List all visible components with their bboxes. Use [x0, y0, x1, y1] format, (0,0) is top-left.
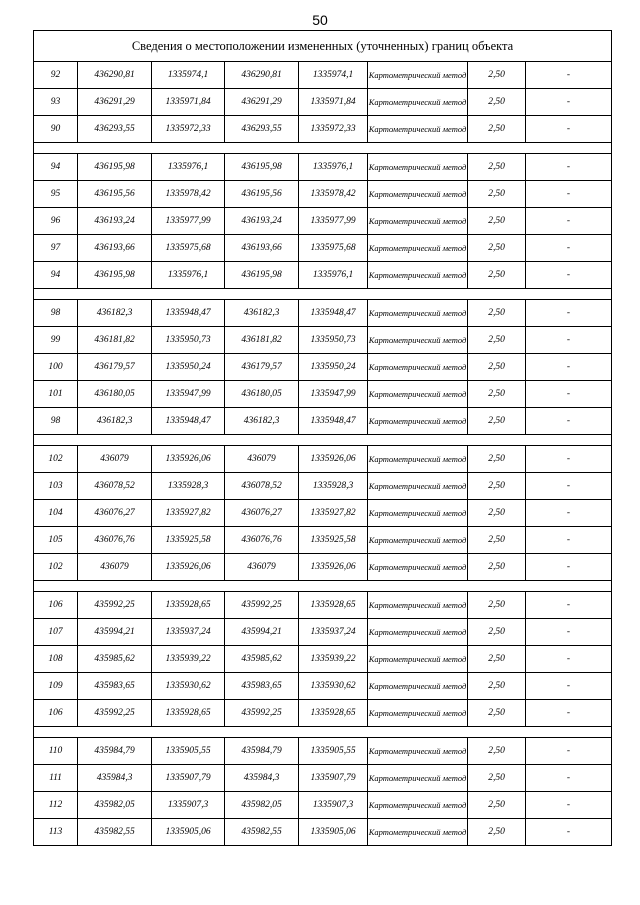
note: - [526, 262, 612, 289]
point-number: 101 [34, 381, 78, 408]
note: - [526, 765, 612, 792]
x-coordinate-refined: 435983,65 [225, 673, 299, 700]
determination-method: Картометрический метод [368, 792, 468, 819]
note: - [526, 116, 612, 143]
table-row [34, 673, 612, 700]
point-number: 113 [34, 819, 78, 846]
x-coordinate-refined: 435984,3 [225, 765, 299, 792]
determination-method: Картометрический метод [368, 235, 468, 262]
determination-method: Картометрический метод [368, 381, 468, 408]
x-coordinate-existing: 436076,76 [78, 527, 152, 554]
y-coordinate-existing: 1335928,3 [152, 473, 225, 500]
x-coordinate-refined: 436293,55 [225, 116, 299, 143]
y-coordinate-existing: 1335928,65 [152, 592, 225, 619]
table-row [34, 819, 612, 846]
x-coordinate-existing: 436180,05 [78, 381, 152, 408]
note: - [526, 592, 612, 619]
x-coordinate-existing: 436195,98 [78, 262, 152, 289]
y-coordinate-existing: 1335978,42 [152, 181, 225, 208]
accuracy: 2,50 [468, 673, 526, 700]
y-coordinate-refined: 1335930,62 [299, 673, 368, 700]
determination-method: Картометрический метод [368, 646, 468, 673]
x-coordinate-refined: 436079 [225, 554, 299, 581]
y-coordinate-existing: 1335977,99 [152, 208, 225, 235]
x-coordinate-existing: 436182,3 [78, 300, 152, 327]
y-coordinate-existing: 1335948,47 [152, 300, 225, 327]
table-row [34, 354, 612, 381]
y-coordinate-refined: 1335928,65 [299, 592, 368, 619]
point-number: 99 [34, 327, 78, 354]
y-coordinate-existing: 1335950,24 [152, 354, 225, 381]
note: - [526, 554, 612, 581]
note: - [526, 500, 612, 527]
point-number: 108 [34, 646, 78, 673]
x-coordinate-refined: 435982,05 [225, 792, 299, 819]
x-coordinate-refined: 436078,52 [225, 473, 299, 500]
y-coordinate-refined: 1335976,1 [299, 154, 368, 181]
x-coordinate-existing: 436182,3 [78, 408, 152, 435]
group-separator [34, 435, 612, 446]
point-number: 104 [34, 500, 78, 527]
point-number: 109 [34, 673, 78, 700]
y-coordinate-existing: 1335930,62 [152, 673, 225, 700]
y-coordinate-existing: 1335907,3 [152, 792, 225, 819]
group-separator [34, 727, 612, 738]
x-coordinate-refined: 436076,27 [225, 500, 299, 527]
point-number: 98 [34, 300, 78, 327]
determination-method: Картометрический метод [368, 408, 468, 435]
determination-method: Картометрический метод [368, 446, 468, 473]
note: - [526, 208, 612, 235]
note: - [526, 381, 612, 408]
determination-method: Картометрический метод [368, 500, 468, 527]
y-coordinate-existing: 1335939,22 [152, 646, 225, 673]
separator-cell [34, 289, 612, 300]
determination-method: Картометрический метод [368, 354, 468, 381]
x-coordinate-refined: 436076,76 [225, 527, 299, 554]
x-coordinate-refined: 435982,55 [225, 819, 299, 846]
y-coordinate-existing: 1335925,58 [152, 527, 225, 554]
table-row [34, 381, 612, 408]
determination-method: Картометрический метод [368, 116, 468, 143]
determination-method: Картометрический метод [368, 554, 468, 581]
accuracy: 2,50 [468, 208, 526, 235]
point-number: 92 [34, 62, 78, 89]
determination-method: Картометрический метод [368, 154, 468, 181]
point-number: 96 [34, 208, 78, 235]
accuracy: 2,50 [468, 62, 526, 89]
table-row [34, 300, 612, 327]
y-coordinate-refined: 1335927,82 [299, 500, 368, 527]
separator-cell [34, 143, 612, 154]
note: - [526, 527, 612, 554]
accuracy: 2,50 [468, 89, 526, 116]
x-coordinate-refined: 436181,82 [225, 327, 299, 354]
determination-method: Картометрический метод [368, 62, 468, 89]
y-coordinate-existing: 1335948,47 [152, 408, 225, 435]
accuracy: 2,50 [468, 446, 526, 473]
y-coordinate-refined: 1335950,24 [299, 354, 368, 381]
table-title-row [34, 31, 612, 62]
point-number: 105 [34, 527, 78, 554]
x-coordinate-refined: 436291,29 [225, 89, 299, 116]
x-coordinate-refined: 436195,98 [225, 262, 299, 289]
x-coordinate-refined: 436182,3 [225, 408, 299, 435]
point-number: 106 [34, 592, 78, 619]
y-coordinate-existing: 1335928,65 [152, 700, 225, 727]
point-number: 95 [34, 181, 78, 208]
y-coordinate-existing: 1335976,1 [152, 262, 225, 289]
note: - [526, 408, 612, 435]
y-coordinate-existing: 1335905,55 [152, 738, 225, 765]
determination-method: Картометрический метод [368, 819, 468, 846]
x-coordinate-refined: 435985,62 [225, 646, 299, 673]
x-coordinate-existing: 435992,25 [78, 700, 152, 727]
x-coordinate-existing: 435982,55 [78, 819, 152, 846]
y-coordinate-refined: 1335939,22 [299, 646, 368, 673]
table-row [34, 408, 612, 435]
y-coordinate-existing: 1335907,79 [152, 765, 225, 792]
table-row [34, 700, 612, 727]
separator-cell [34, 727, 612, 738]
note: - [526, 154, 612, 181]
determination-method: Картометрический метод [368, 592, 468, 619]
determination-method: Картометрический метод [368, 527, 468, 554]
table-row [34, 554, 612, 581]
determination-method: Картометрический метод [368, 181, 468, 208]
x-coordinate-refined: 435984,79 [225, 738, 299, 765]
y-coordinate-refined: 1335978,42 [299, 181, 368, 208]
determination-method: Картометрический метод [368, 700, 468, 727]
y-coordinate-refined: 1335937,24 [299, 619, 368, 646]
table-row [34, 792, 612, 819]
accuracy: 2,50 [468, 554, 526, 581]
accuracy: 2,50 [468, 646, 526, 673]
y-coordinate-refined: 1335905,55 [299, 738, 368, 765]
determination-method: Картометрический метод [368, 327, 468, 354]
point-number: 107 [34, 619, 78, 646]
table-row [34, 738, 612, 765]
page-number: 50 [312, 12, 328, 28]
note: - [526, 619, 612, 646]
accuracy: 2,50 [468, 592, 526, 619]
y-coordinate-refined: 1335976,1 [299, 262, 368, 289]
x-coordinate-existing: 435994,21 [78, 619, 152, 646]
table-row [34, 235, 612, 262]
accuracy: 2,50 [468, 473, 526, 500]
point-number: 106 [34, 700, 78, 727]
x-coordinate-existing: 436079 [78, 554, 152, 581]
x-coordinate-existing: 436193,24 [78, 208, 152, 235]
note: - [526, 354, 612, 381]
x-coordinate-existing: 435985,62 [78, 646, 152, 673]
y-coordinate-existing: 1335971,84 [152, 89, 225, 116]
y-coordinate-refined: 1335948,47 [299, 300, 368, 327]
determination-method: Картометрический метод [368, 673, 468, 700]
point-number: 90 [34, 116, 78, 143]
point-number: 102 [34, 446, 78, 473]
y-coordinate-refined: 1335972,33 [299, 116, 368, 143]
accuracy: 2,50 [468, 700, 526, 727]
point-number: 94 [34, 262, 78, 289]
x-coordinate-refined: 435992,25 [225, 700, 299, 727]
table-row [34, 446, 612, 473]
y-coordinate-refined: 1335925,58 [299, 527, 368, 554]
x-coordinate-existing: 436079 [78, 446, 152, 473]
y-coordinate-refined: 1335975,68 [299, 235, 368, 262]
x-coordinate-existing: 436195,56 [78, 181, 152, 208]
accuracy: 2,50 [468, 327, 526, 354]
determination-method: Картометрический метод [368, 300, 468, 327]
point-number: 93 [34, 89, 78, 116]
note: - [526, 700, 612, 727]
table-title: Сведения о местоположении измененных (уточненных) границ объекта [34, 31, 612, 62]
x-coordinate-refined: 436195,56 [225, 181, 299, 208]
group-separator [34, 289, 612, 300]
y-coordinate-existing: 1335976,1 [152, 154, 225, 181]
determination-method: Картометрический метод [368, 619, 468, 646]
accuracy: 2,50 [468, 154, 526, 181]
point-number: 98 [34, 408, 78, 435]
x-coordinate-refined: 436193,66 [225, 235, 299, 262]
table-row [34, 527, 612, 554]
table-row [34, 619, 612, 646]
point-number: 97 [34, 235, 78, 262]
note: - [526, 181, 612, 208]
accuracy: 2,50 [468, 765, 526, 792]
x-coordinate-existing: 435984,79 [78, 738, 152, 765]
x-coordinate-refined: 436182,3 [225, 300, 299, 327]
separator-cell [34, 435, 612, 446]
x-coordinate-refined: 435992,25 [225, 592, 299, 619]
table-row [34, 646, 612, 673]
determination-method: Картометрический метод [368, 765, 468, 792]
x-coordinate-existing: 436179,57 [78, 354, 152, 381]
accuracy: 2,50 [468, 116, 526, 143]
y-coordinate-existing: 1335974,1 [152, 62, 225, 89]
x-coordinate-existing: 436195,98 [78, 154, 152, 181]
point-number: 103 [34, 473, 78, 500]
table-row [34, 327, 612, 354]
point-number: 100 [34, 354, 78, 381]
table-row [34, 262, 612, 289]
group-separator [34, 581, 612, 592]
table-row [34, 89, 612, 116]
accuracy: 2,50 [468, 408, 526, 435]
table-row [34, 208, 612, 235]
accuracy: 2,50 [468, 381, 526, 408]
note: - [526, 792, 612, 819]
y-coordinate-refined: 1335926,06 [299, 554, 368, 581]
separator-cell [34, 581, 612, 592]
y-coordinate-refined: 1335971,84 [299, 89, 368, 116]
accuracy: 2,50 [468, 792, 526, 819]
note: - [526, 446, 612, 473]
y-coordinate-refined: 1335977,99 [299, 208, 368, 235]
accuracy: 2,50 [468, 738, 526, 765]
accuracy: 2,50 [468, 819, 526, 846]
accuracy: 2,50 [468, 300, 526, 327]
y-coordinate-refined: 1335928,65 [299, 700, 368, 727]
note: - [526, 327, 612, 354]
x-coordinate-existing: 435992,25 [78, 592, 152, 619]
y-coordinate-refined: 1335926,06 [299, 446, 368, 473]
accuracy: 2,50 [468, 262, 526, 289]
y-coordinate-existing: 1335972,33 [152, 116, 225, 143]
x-coordinate-existing: 436193,66 [78, 235, 152, 262]
y-coordinate-refined: 1335947,99 [299, 381, 368, 408]
y-coordinate-existing: 1335950,73 [152, 327, 225, 354]
y-coordinate-refined: 1335974,1 [299, 62, 368, 89]
x-coordinate-existing: 435983,65 [78, 673, 152, 700]
y-coordinate-refined: 1335948,47 [299, 408, 368, 435]
boundary-coordinates-table [33, 30, 612, 846]
determination-method: Картометрический метод [368, 208, 468, 235]
note: - [526, 89, 612, 116]
note: - [526, 235, 612, 262]
y-coordinate-refined: 1335905,06 [299, 819, 368, 846]
x-coordinate-refined: 436180,05 [225, 381, 299, 408]
x-coordinate-refined: 436193,24 [225, 208, 299, 235]
note: - [526, 646, 612, 673]
point-number: 110 [34, 738, 78, 765]
y-coordinate-refined: 1335950,73 [299, 327, 368, 354]
point-number: 112 [34, 792, 78, 819]
table-row [34, 473, 612, 500]
determination-method: Картометрический метод [368, 738, 468, 765]
y-coordinate-existing: 1335905,06 [152, 819, 225, 846]
accuracy: 2,50 [468, 527, 526, 554]
y-coordinate-existing: 1335927,82 [152, 500, 225, 527]
x-coordinate-existing: 436078,52 [78, 473, 152, 500]
table-row [34, 592, 612, 619]
y-coordinate-existing: 1335926,06 [152, 446, 225, 473]
note: - [526, 819, 612, 846]
point-number: 94 [34, 154, 78, 181]
table-row [34, 62, 612, 89]
determination-method: Картометрический метод [368, 262, 468, 289]
accuracy: 2,50 [468, 619, 526, 646]
accuracy: 2,50 [468, 500, 526, 527]
accuracy: 2,50 [468, 181, 526, 208]
x-coordinate-refined: 436079 [225, 446, 299, 473]
x-coordinate-refined: 436179,57 [225, 354, 299, 381]
note: - [526, 673, 612, 700]
x-coordinate-refined: 436195,98 [225, 154, 299, 181]
x-coordinate-refined: 436290,81 [225, 62, 299, 89]
x-coordinate-existing: 435984,3 [78, 765, 152, 792]
determination-method: Картометрический метод [368, 89, 468, 116]
accuracy: 2,50 [468, 235, 526, 262]
table-row [34, 116, 612, 143]
note: - [526, 62, 612, 89]
y-coordinate-existing: 1335926,06 [152, 554, 225, 581]
point-number: 102 [34, 554, 78, 581]
x-coordinate-existing: 436076,27 [78, 500, 152, 527]
x-coordinate-existing: 436291,29 [78, 89, 152, 116]
table-row [34, 154, 612, 181]
note: - [526, 738, 612, 765]
table-row [34, 765, 612, 792]
y-coordinate-existing: 1335937,24 [152, 619, 225, 646]
accuracy: 2,50 [468, 354, 526, 381]
note: - [526, 473, 612, 500]
x-coordinate-refined: 435994,21 [225, 619, 299, 646]
determination-method: Картометрический метод [368, 473, 468, 500]
table-row [34, 500, 612, 527]
x-coordinate-existing: 435982,05 [78, 792, 152, 819]
y-coordinate-refined: 1335907,79 [299, 765, 368, 792]
x-coordinate-existing: 436181,82 [78, 327, 152, 354]
group-separator [34, 143, 612, 154]
table-row [34, 181, 612, 208]
x-coordinate-existing: 436290,81 [78, 62, 152, 89]
x-coordinate-existing: 436293,55 [78, 116, 152, 143]
y-coordinate-existing: 1335975,68 [152, 235, 225, 262]
point-number: 111 [34, 765, 78, 792]
y-coordinate-existing: 1335947,99 [152, 381, 225, 408]
y-coordinate-refined: 1335928,3 [299, 473, 368, 500]
y-coordinate-refined: 1335907,3 [299, 792, 368, 819]
note: - [526, 300, 612, 327]
